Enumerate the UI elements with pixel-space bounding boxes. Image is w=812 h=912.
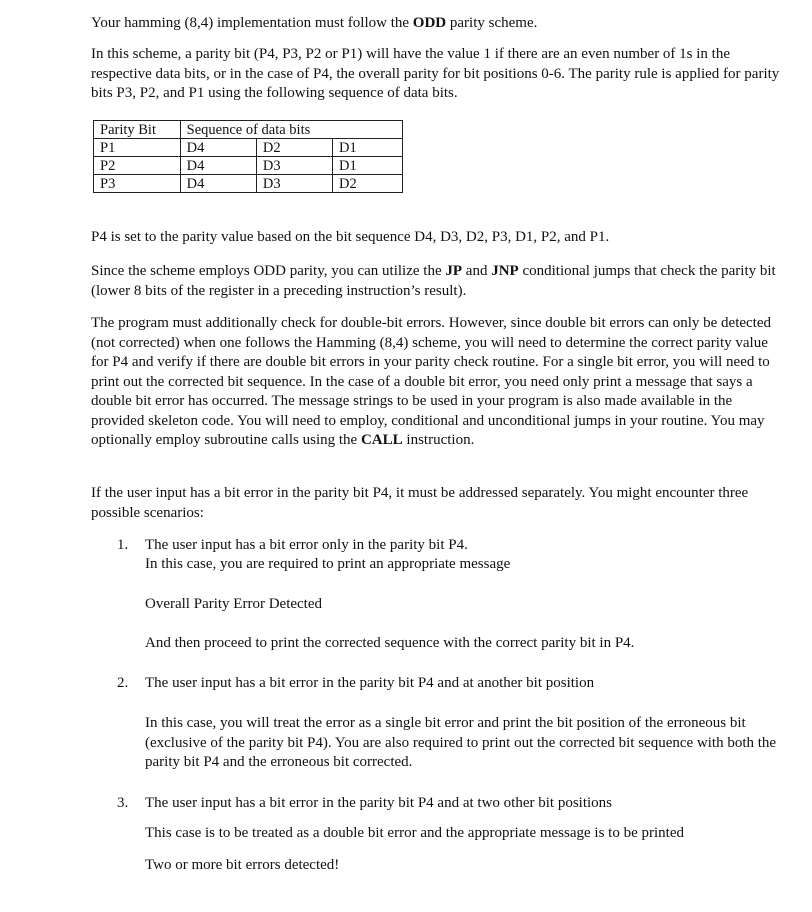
jump-text-1: Since the scheme employs ODD parity, you can utilize the [91, 263, 446, 279]
intro-text: Your hamming (8,4) implementation must follow the [91, 15, 413, 31]
scenario-3-title: The user input has a bit error in the parity bit P4 and at two other bit positions [145, 795, 612, 811]
p4-error-paragraph: If the user input has a bit error in the parity bit P4, it must be addressed separately. You might encounter three possible scenarios: [91, 485, 749, 521]
scenario-3-message: Two or more bit errors detected! [145, 857, 340, 873]
table-cell: D1 [333, 139, 403, 157]
table-cell: D1 [333, 157, 403, 175]
jump-bold-jp: JP [445, 263, 463, 279]
double-error-text-end: instruction. [402, 432, 475, 448]
table-cell: D4 [180, 175, 256, 193]
table-cell: D4 [180, 157, 256, 175]
jump-text-3: conditional jumps that check the parity bit (lower 8 bits of the register in a preceding instruction’s result). [91, 263, 776, 299]
double-error-bold-call: CALL [360, 432, 403, 448]
table-header-row [94, 121, 403, 139]
table-cell: D2 [333, 175, 403, 193]
scenario-2-title: The user input has a bit error in the parity bit P4 and at another bit position [145, 675, 595, 691]
table-header-parity-bit: Parity Bit [94, 121, 181, 139]
scenario-1-number: 1. [117, 537, 129, 553]
scenario-1-followup: And then proceed to print the corrected sequence with the correct parity bit in P4. [145, 635, 635, 651]
table-row [94, 157, 403, 175]
jump-text-2: and [462, 263, 492, 279]
scenario-2-number: 2. [117, 675, 129, 691]
table-cell: D3 [256, 157, 332, 175]
table-row [94, 175, 403, 193]
table-cell: P1 [94, 139, 181, 157]
scenario-3-number: 3. [117, 795, 129, 811]
table-cell: D2 [256, 139, 332, 157]
jump-paragraph [91, 262, 781, 301]
double-error-paragraph [91, 314, 781, 451]
scheme-paragraph: In this scheme, a parity bit (P4, P3, P2 or P1) will have the value 1 if there are an even number of 1s in the respective data bits, or in the case of P4, the overall parity for bit positions 0-6. The parity rule is applied for parity bits P3, P2, and P1 using the following sequence of data bits. [91, 46, 780, 101]
table-cell: P2 [94, 157, 181, 175]
intro-line [91, 14, 781, 34]
scenario-1-line2: In this case, you are required to print an appropriate message [145, 556, 511, 572]
table-cell: P3 [94, 175, 181, 193]
p4-paragraph: P4 is set to the parity value based on the bit sequence D4, D3, D2, P3, D1, P2, and P1. [91, 229, 610, 245]
table-cell: D4 [180, 139, 256, 157]
table-header-sequence: Sequence of data bits [180, 121, 402, 139]
jump-bold-jnp: JNP [491, 263, 519, 279]
table-row [94, 139, 403, 157]
double-error-text: The program must additionally check for double-bit errors. However, since double bit errors can only be detected (not corrected) when one follows the Hamming (8,4) scheme, you will need to determine the correct parity value for P4 and verify if there are double bit errors in your parity check routine. For a single bit error, you will need to print out the corrected bit sequence. In the case of a double bit error, you need only print a message that says a double bit error has occurred. The message strings to be used in your program is also made available in the provided skeleton code. You will need to employ, conditional and unconditional jumps in your routine. You may optionally employ subroutine calls using the [91, 315, 772, 448]
scenario-1-title: The user input has a bit error only in the parity bit P4. [145, 537, 468, 553]
scenario-2-detail: In this case, you will treat the error as a single bit error and print the bit position of the erroneous bit (exclusive of the parity bit P4). You are also required to print out the corrected bit sequence with both the parity bit P4 and the erroneous bit corrected. [145, 715, 777, 770]
scenario-1-message: Overall Parity Error Detected [145, 596, 323, 612]
intro-bold-odd: ODD [412, 15, 447, 31]
table-cell: D3 [256, 175, 332, 193]
intro-text-end: parity scheme. [446, 15, 538, 31]
scenario-3-detail: This case is to be treated as a double bit error and the appropriate message is to be printed [145, 825, 684, 841]
parity-table [93, 120, 403, 193]
